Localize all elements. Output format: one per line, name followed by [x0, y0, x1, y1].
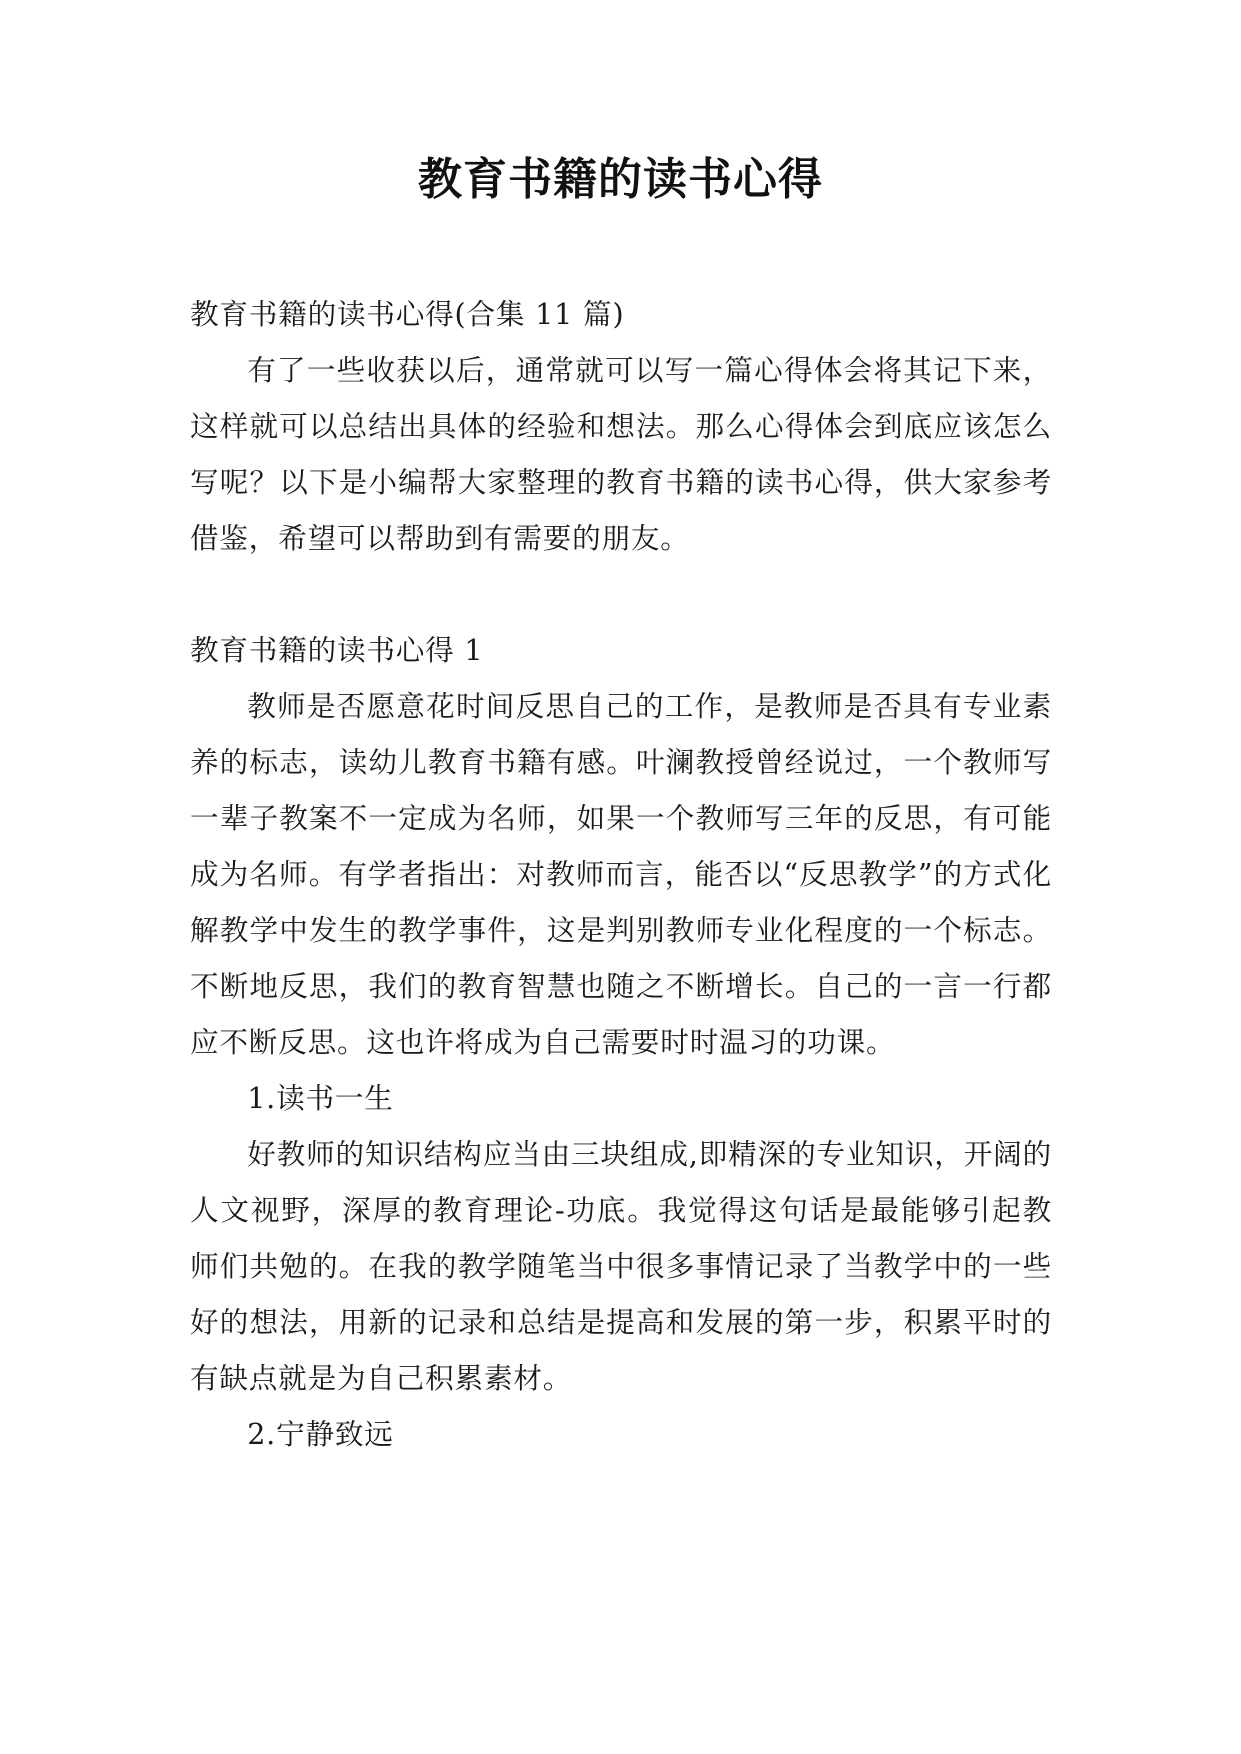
document-body: [190, 286, 1052, 1462]
item-title: 2.宁静致远: [247, 1417, 394, 1451]
intro-paragraph: 有了一些收获以后，通常就可以写一篇心得体会将其记下来，这样就可以总结出具体的经验和想法。那么心得体会到底应该怎么写呢？以下是小编帮大家整理的教育书籍的读书心得，供大家参考借鉴，希望可以帮助到有需要的朋友。: [190, 353, 1052, 555]
section-heading: 教育书籍的读书心得 1: [190, 633, 484, 667]
item-title: 1.读书一生: [247, 1081, 394, 1115]
document-title: 教育书籍的读书心得: [418, 154, 823, 205]
section-paragraph: 教师是否愿意花时间反思自己的工作，是教师是否具有专业素养的标志，读幼儿教育书籍有感。叶澜教授曾经说过，一个教师写一辈子教案不一定成为名师，如果一个教师写三年的反思，有可能成为名师。有学者指出：对教师而言，能否以“反思教学”的方式化解教学中发生的教学事件，这是判别教师专业化程度的一个标志。不断地反思，我们的教育智慧也随之不断增长。自己的一言一行都应不断反思。这也许将成为自己需要时时温习的功课。: [190, 689, 1052, 1059]
item-paragraph: 好教师的知识结构应当由三块组成,即精深的专业知识，开阔的人文视野，深厚的教育理论-功底。我觉得这句话是最能够引起教师们共勉的。在我的教学随笔当中很多事情记录了当教学中的一些好的想法，用新的记录和总结是提高和发展的第一步，积累平时的有缺点就是为自己积累素材。: [190, 1137, 1052, 1395]
document-subtitle: 教育书籍的读书心得(合集 11 篇): [190, 297, 625, 331]
